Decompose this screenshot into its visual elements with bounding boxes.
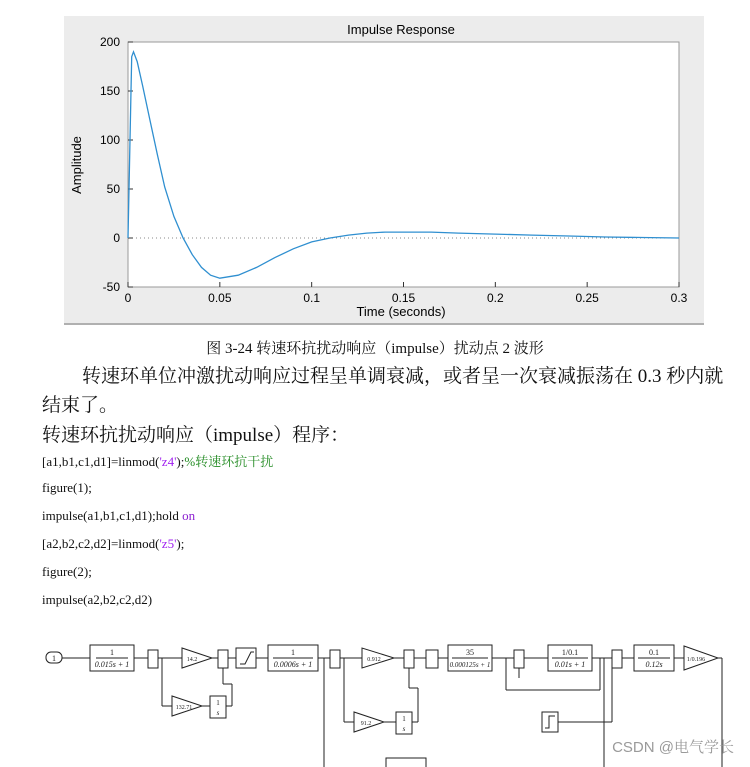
delay-block <box>426 650 438 668</box>
sum-block-1 <box>148 650 158 668</box>
y-axis-label: Amplitude <box>69 136 84 194</box>
tf3-numerator: 35 <box>466 648 474 657</box>
gain3-value: 91.2 <box>360 721 372 727</box>
tf1-numerator: 1 <box>110 648 114 657</box>
x-axis-label: Time (seconds) <box>356 304 446 319</box>
code-line-5: figure(2); <box>42 564 92 579</box>
code-string: 'z4' <box>159 454 177 469</box>
code-comment: %转速环抗干扰 <box>184 454 274 469</box>
int2-denominator: s <box>402 725 406 733</box>
code-text: ); <box>176 536 185 551</box>
x-tick-label: 0.3 <box>670 291 688 305</box>
sum-block-6 <box>612 650 622 668</box>
code-text: ); <box>176 454 185 469</box>
x-tick-label: 0.1 <box>303 291 321 305</box>
tf1-denominator: 0.015s + 1 <box>94 660 130 669</box>
sum-block-2 <box>218 650 228 668</box>
gain2-value: 0.912 <box>367 657 381 663</box>
x-tick-label: 0 <box>124 291 132 305</box>
x-tick-label: 0.05 <box>208 291 232 305</box>
tf3-denominator: 0.000125s + 1 <box>449 661 491 669</box>
int1-numerator: 1 <box>216 699 220 707</box>
gain1-value: 14.2 <box>186 657 198 663</box>
lower-block <box>386 758 426 767</box>
y-tick-label: 100 <box>99 133 120 147</box>
x-tick-label: 0.25 <box>575 291 599 305</box>
code-string: 'z5' <box>159 536 177 551</box>
x-tick-label: 0.15 <box>391 291 416 305</box>
description-paragraph: 转速环单位冲激扰动响应过程呈单调衰减，或者呈一次衰减振荡在 0.3 秒内就结束了。 <box>42 366 724 416</box>
int1-denominator: s <box>216 709 220 717</box>
output-gain-value: 1/0.196 <box>686 657 706 663</box>
tf4-numerator: 1/0.1 <box>561 648 579 657</box>
code-line-4 <box>42 536 184 552</box>
program-heading: 转速环抗扰动响应（impulse）程序： <box>42 425 350 446</box>
impulse-response-chart <box>0 0 750 330</box>
sum-block-4 <box>404 650 414 668</box>
int2-numerator: 1 <box>402 715 406 723</box>
tf2-numerator: 1 <box>291 648 295 657</box>
y-tick-label: 200 <box>99 35 120 49</box>
y-tick-label: 0 <box>113 231 120 245</box>
sum-block-3 <box>330 650 340 668</box>
saturation-block <box>236 648 256 668</box>
step-block <box>542 712 558 732</box>
input-port-label: 1 <box>52 654 56 663</box>
tf4-denominator: 0.01s + 1 <box>554 660 586 669</box>
watermark: CSDN @电气学长 <box>612 739 734 756</box>
y-tick-label: 150 <box>99 84 120 98</box>
tf5-numerator: 0.1 <box>649 648 659 657</box>
y-tick-label: -50 <box>102 280 120 294</box>
chart-title: Impulse Response <box>347 22 455 37</box>
code-text: [a1,b1,c1,d1]=linmod( <box>42 454 160 469</box>
gain-fb-value: 132.71 <box>175 705 193 711</box>
sum-block-5 <box>514 650 524 668</box>
code-text: impulse(a1,b1,c1,d1);hold <box>42 508 183 523</box>
code-line-2: figure(1); <box>42 480 92 495</box>
code-keyword: on <box>182 508 196 523</box>
x-tick-label: 0.2 <box>486 291 504 305</box>
y-tick-label: 50 <box>106 182 120 196</box>
figure-caption: 图 3-24 转速环抗扰动响应（impulse）扰动点 2 波形 <box>206 341 544 357</box>
code-text: [a2,b2,c2,d2]=linmod( <box>42 536 160 551</box>
code-line-1 <box>42 451 273 470</box>
code-line-3 <box>42 508 195 524</box>
tf2-denominator: 0.0006s + 1 <box>273 660 313 669</box>
tf5-denominator: 0.12s <box>645 660 663 669</box>
plot-area <box>128 42 679 287</box>
code-line-6: impulse(a2,b2,c2,d2) <box>42 592 153 607</box>
